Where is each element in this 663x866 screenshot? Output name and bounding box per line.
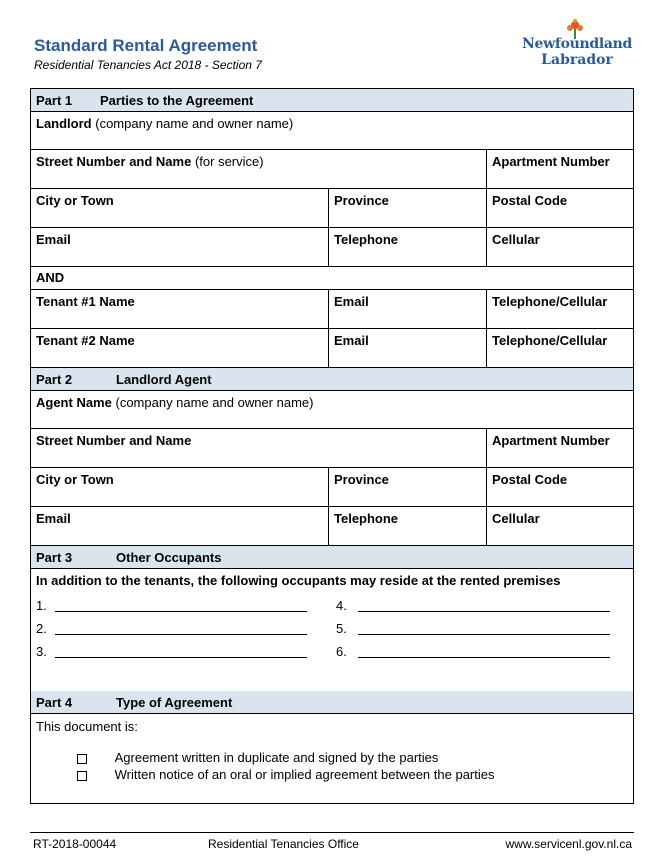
part2-number: Part 2 — [36, 372, 73, 387]
agent-postal-field[interactable]: Postal Code — [486, 468, 633, 506]
page-footer — [30, 832, 634, 856]
part1-number: Part 1 — [36, 93, 73, 108]
tenant2-row — [31, 329, 633, 368]
tenant1-row — [31, 290, 633, 329]
agreement-option[interactable] — [77, 750, 438, 765]
part3-header — [31, 546, 633, 569]
office-name: Residential Tenancies Office — [208, 837, 359, 851]
agreement-option-label: Agreement written in duplicate and signed by the parties — [114, 750, 439, 765]
agreement-intro: This document is: — [36, 719, 138, 734]
occupant-line-1[interactable] — [55, 611, 307, 612]
agent-hint: (company name and owner name) — [115, 395, 314, 410]
and-row — [31, 267, 633, 290]
government-logo — [522, 18, 632, 74]
occupant-number: 5. — [336, 621, 347, 636]
logo-text-labrador: Labrador — [541, 52, 613, 68]
agent-city-field[interactable]: City or Town — [36, 472, 114, 487]
landlord-contact-row — [31, 228, 633, 267]
part3-number: Part 3 — [36, 550, 73, 565]
agent-label: Agent Name — [36, 395, 112, 410]
occupant-number: 1. — [36, 598, 47, 613]
document-header — [34, 36, 634, 76]
landlord-apartment-field[interactable]: Apartment Number — [486, 150, 633, 188]
agreement-type-section — [31, 714, 633, 804]
landlord-email-field[interactable]: Email — [36, 232, 71, 247]
landlord-telephone-field[interactable]: Telephone — [328, 228, 486, 266]
tenant2-phone-field[interactable]: Telephone/Cellular — [486, 329, 633, 367]
landlord-province-field[interactable]: Province — [328, 189, 486, 227]
agreement-option[interactable] — [77, 767, 494, 782]
tenant1-email-field[interactable]: Email — [328, 290, 486, 328]
occupant-line-3[interactable] — [55, 657, 307, 658]
part4-number: Part 4 — [36, 695, 73, 710]
occupants-section — [31, 569, 633, 691]
landlord-row — [31, 112, 633, 150]
occupant-number: 4. — [336, 598, 347, 613]
landlord-address-row — [31, 150, 633, 189]
landlord-city-row — [31, 189, 633, 228]
checkbox[interactable] — [77, 754, 87, 764]
agent-contact-row — [31, 507, 633, 546]
and-label: AND — [36, 270, 65, 285]
tenant2-email-field[interactable]: Email — [328, 329, 486, 367]
street-hint: (for service) — [194, 154, 264, 169]
tenant1-phone-field[interactable]: Telephone/Cellular — [486, 290, 633, 328]
landlord-street-field[interactable] — [31, 150, 486, 188]
agent-street-field[interactable]: Street Number and Name — [36, 433, 192, 448]
agent-province-field[interactable]: Province — [328, 468, 486, 506]
part4-heading: Type of Agreement — [116, 695, 233, 710]
landlord-field[interactable] — [31, 112, 633, 149]
occupant-line-5[interactable] — [358, 634, 610, 635]
occupant-number: 3. — [36, 644, 47, 659]
agent-city-row — [31, 468, 633, 507]
document-subtitle: Residential Tenancies Act 2018 - Section 7 — [34, 58, 262, 72]
street-label: Street Number and Name — [36, 154, 192, 169]
part2-header — [31, 368, 633, 391]
agent-address-row — [31, 429, 633, 468]
landlord-city-field[interactable]: City or Town — [36, 193, 114, 208]
landlord-hint: (company name and owner name) — [95, 116, 294, 131]
agent-row — [31, 391, 633, 429]
logo-text-newfoundland: Newfoundland — [522, 36, 633, 52]
agent-apartment-field[interactable]: Apartment Number — [486, 429, 633, 467]
agreement-option-label: Written notice of an oral or implied agreement between the parties — [114, 767, 495, 782]
part1-header — [31, 89, 633, 112]
occupant-line-6[interactable] — [358, 657, 610, 658]
occupant-line-4[interactable] — [358, 611, 610, 612]
occupant-number: 2. — [36, 621, 47, 636]
agent-telephone-field[interactable]: Telephone — [328, 507, 486, 545]
part3-heading: Other Occupants — [116, 550, 222, 565]
tenant1-name-field[interactable]: Tenant #1 Name — [36, 294, 135, 309]
checkbox[interactable] — [77, 771, 87, 781]
form-id: RT-2018-00044 — [33, 837, 117, 851]
tenant2-name-field[interactable]: Tenant #2 Name — [36, 333, 135, 348]
agent-email-field[interactable]: Email — [36, 511, 71, 526]
occupant-number: 6. — [336, 644, 347, 659]
agent-cellular-field[interactable]: Cellular — [486, 507, 633, 545]
document-title: Standard Rental Agreement — [34, 36, 258, 55]
part1-heading: Parties to the Agreement — [100, 93, 254, 108]
landlord-postal-field[interactable]: Postal Code — [486, 189, 633, 227]
landlord-cellular-field[interactable]: Cellular — [486, 228, 633, 266]
part2-heading: Landlord Agent — [116, 372, 212, 387]
agent-field[interactable] — [31, 391, 633, 428]
website-link[interactable]: www.servicenl.gov.nl.ca — [505, 837, 632, 851]
part4-header — [31, 691, 633, 714]
rental-agreement-form — [30, 88, 634, 804]
occupant-line-2[interactable] — [55, 634, 307, 635]
landlord-label: Landlord — [36, 116, 92, 131]
occupants-instruction: In addition to the tenants, the following occupants may reside at the rented premises — [36, 573, 561, 588]
